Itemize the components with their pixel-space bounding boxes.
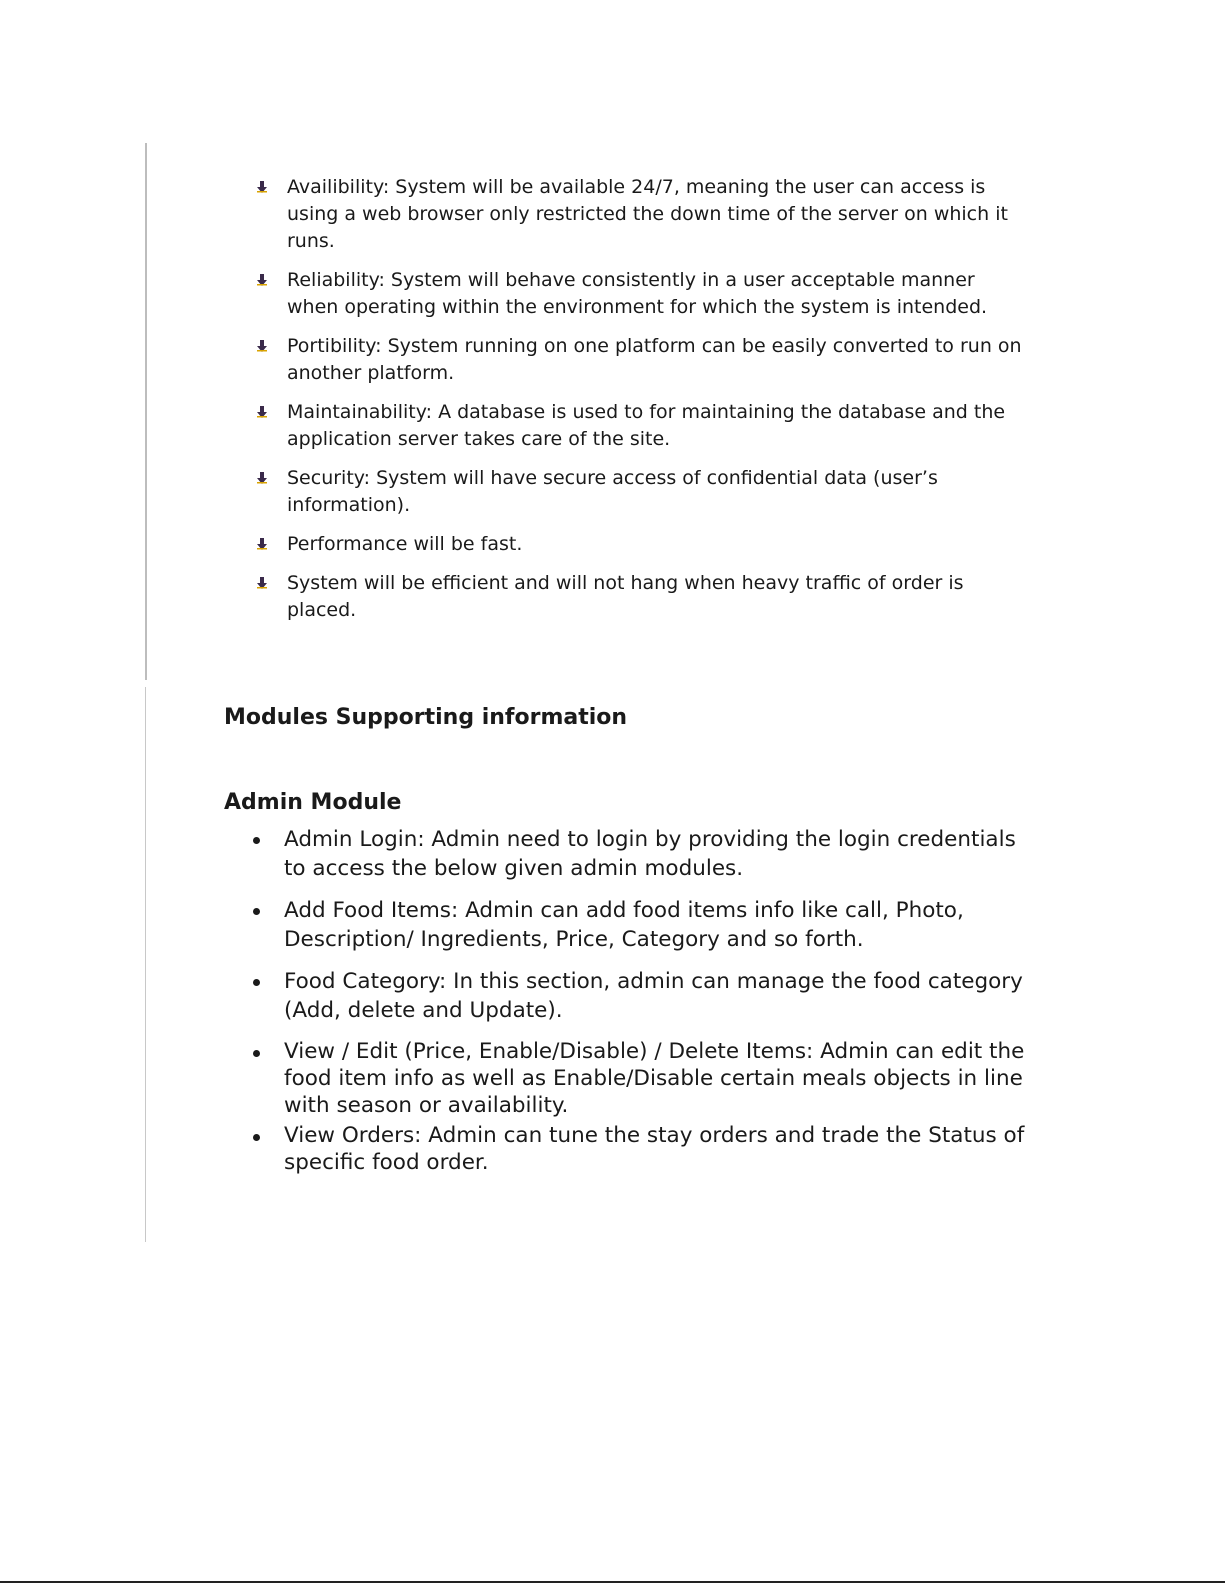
list-item-text: Performance will be fast. [287,533,523,555]
list-item [255,531,1025,558]
list-item-text: System will be efficient and will not hang when heavy traffic of order is placed. [287,572,964,621]
list-item-text: Reliability: System will behave consistently in a user acceptable manner when operating within the environment for which the system is intended. [287,269,988,318]
arrow-down-bullet-icon [255,180,269,194]
list-item [253,1038,1033,1119]
list-item [255,570,1025,624]
list-item [253,967,1033,1025]
list-item [255,267,1025,321]
bullet-dot-icon [253,1134,260,1141]
arrow-down-bullet-icon [255,576,269,590]
arrow-down-bullet-icon [255,405,269,419]
arrow-down-bullet-icon [255,471,269,485]
list-item [255,174,1025,255]
list-item [255,465,1025,519]
list-item-text: View Orders: Admin can tune the stay orders and trade the Status of specific food order. [284,1123,1025,1175]
list-item-text: Add Food Items: Admin can add food items info like call, Photo, Description/ Ingredients, Price, Category and so forth. [284,898,964,952]
left-margin-line-top [145,143,147,680]
bullet-dot-icon [253,837,260,844]
nonfunctional-requirements-list [255,174,1025,636]
arrow-down-bullet-icon [255,537,269,551]
list-item [253,825,1033,883]
list-item [253,896,1033,954]
section-heading-admin-module: Admin Module [224,790,402,815]
list-item-text: Maintainability: A database is used to for maintaining the database and the application server takes care of the site. [287,401,1006,450]
list-item [255,399,1025,453]
section-heading-modules: Modules Supporting information [224,705,628,730]
arrow-down-bullet-icon [255,273,269,287]
list-item-text: Food Category: In this section, admin can manage the food category (Add, delete and Update). [284,969,1023,1023]
bullet-dot-icon [253,1050,260,1057]
left-margin-line-bottom [145,687,146,1242]
bullet-dot-icon [253,979,260,986]
page-bottom-rule [0,1581,1225,1583]
list-item [253,1122,1033,1176]
list-item-text: View / Edit (Price, Enable/Disable) / Delete Items: Admin can edit the food item info as well as Enable/Disable certain meals objects in line with season or availability. [284,1039,1025,1118]
admin-module-list [253,825,1033,1189]
bullet-dot-icon [253,908,260,915]
list-item-text: Security: System will have secure access of confidential data (user’s information). [287,467,938,516]
list-item-text: Admin Login: Admin need to login by providing the login credentials to access the below given admin modules. [284,827,1016,881]
list-item [255,333,1025,387]
arrow-down-bullet-icon [255,339,269,353]
list-item-text: Portibility: System running on one platform can be easily converted to run on another platform. [287,335,1022,384]
list-item-text: Availibility: System will be available 24/7, meaning the user can access is using a web browser only restricted the down time of the server on which it runs. [287,176,1008,252]
